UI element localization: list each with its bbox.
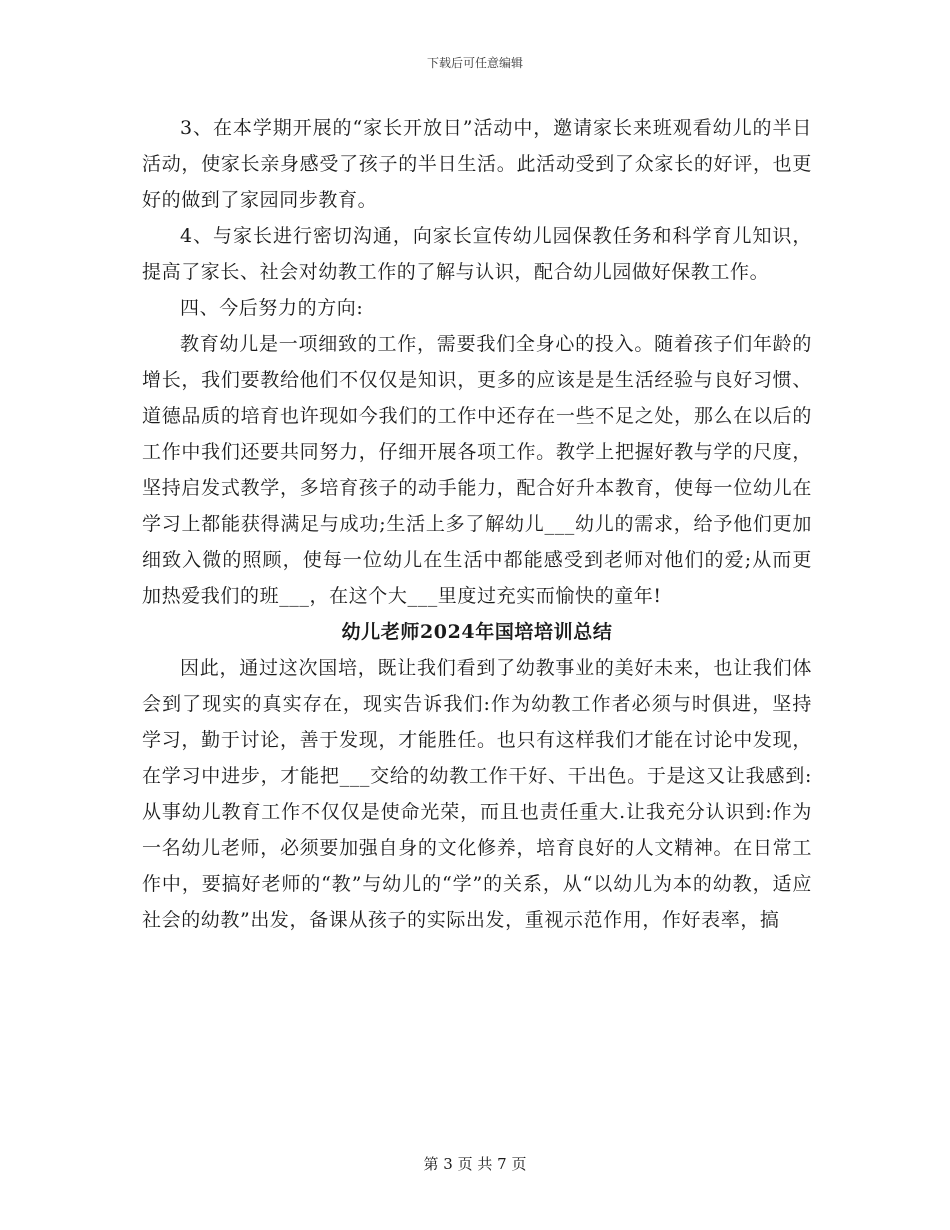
- page-footer: 第 3 页 共 7 页: [423, 1155, 527, 1173]
- section-title: 幼儿老师2024年国培培训总结: [341, 621, 613, 643]
- paragraph-parent-open-day: 3、在本学期开展的“家长开放日”活动中，邀请家长来班观看幼儿的半日活动，使家长亲身感受了孩子的半日生活。此活动受到了众家长的好评，也更好的做到了家园同步教育。: [142, 117, 812, 211]
- page-header: 下载后可任意编辑: [426, 56, 523, 70]
- paragraph-future-direction-body: 教育幼儿是一项细致的工作，需要我们全身心的投入。随着孩子们年龄的增长，我们要教给他们不仅仅是知识，更多的应该是是生活经验与良好习惯、道德品质的培育也许现如今我们的工作中还存在一些不足之处，那么在以后的工作中我们还要共同努力，仔细开展各项工作。教学上把握好教与学的尺度，坚持启发式教学，多培育孩子的动手能力，配合好升本教育，使每一位幼儿在学习上都能获得满足与成功;生活上多了解幼儿___幼儿的需求，给予他们更加细致入微的照顾，使每一位幼儿在生活中都能感受到老师对他们的爱;从而更加热爱我们的班___，在这个大___里度过充实而愉快的童年!: [142, 333, 812, 607]
- document-body: [142, 110, 812, 938]
- paragraph-future-direction-heading: 四、今后努力的方向:: [180, 297, 364, 319]
- paragraph-training-summary: 因此，通过这次国培，既让我们看到了幼教事业的美好未来，也让我们体会到了现实的真实存在，现实告诉我们:作为幼教工作者必须与时俱进，坚持学习，勤于讨论，善于发现，才能胜任。也只有这样我们才能在讨论中发现，在学习中进步，才能把___交给的幼教工作干好、干出色。于是这又让我感到:从事幼儿教育工作不仅仅是使命光荣，而且也责任重大.让我充分认识到:作为一名幼儿老师，必须要加强自身的文化修养，培育良好的人文精神。在日常工作中，要搞好老师的“教”与幼儿的“学”的关系，从“以幼儿为本的幼教，适应社会的幼教”出发，备课从孩子的实际出发，重视示范作用，作好表率，搞: [142, 657, 812, 931]
- paragraph-parent-communication: 4、与家长进行密切沟通，向家长宣传幼儿园保教任务和科学育儿知识，提高了家长、社会对幼教工作的了解与认识，配合幼儿园做好保教工作。: [142, 225, 812, 283]
